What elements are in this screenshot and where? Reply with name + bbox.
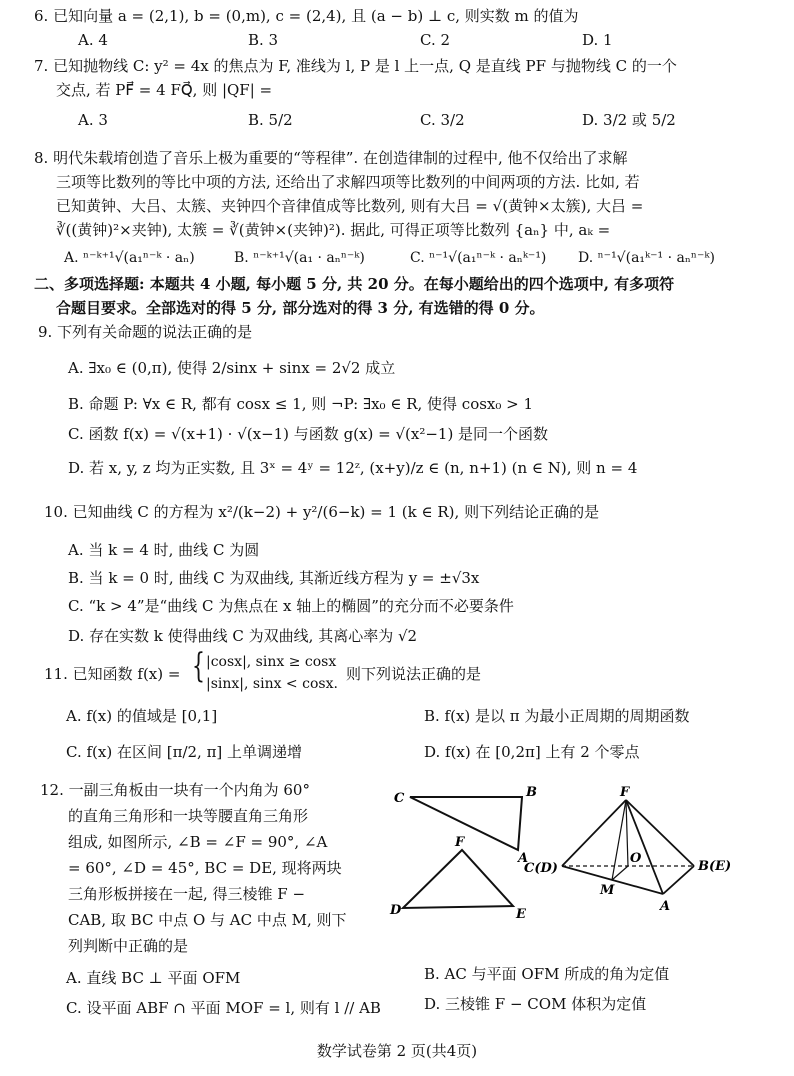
q7-option-b: B. 5/2 <box>248 111 293 129</box>
q9-stem: 9. 下列有关命题的说法正确的是 <box>38 323 253 341</box>
q12-line2: 的直角三角形和一块等腰直角三角形 <box>68 807 309 825</box>
q10-option-c: C. “k > 4”是“曲线 C 为焦点在 x 轴上的椭圆”的充分而不必要条件 <box>68 597 514 615</box>
label-a-3d: A <box>660 899 671 914</box>
q6-option-d: D. 1 <box>582 31 613 49</box>
q12-option-d: D. 三棱锥 F − COM 体积为定值 <box>424 995 647 1013</box>
q6-option-b: B. 3 <box>248 31 279 49</box>
label-e: E <box>516 907 526 922</box>
page-footer: 数学试卷第 2 页(共4页) <box>316 1042 478 1060</box>
q8-option-a: A. ⁿ⁻ᵏ⁺¹√(a₁ⁿ⁻ᵏ · aₙ) <box>64 250 195 266</box>
q12-line3: 组成, 如图所示, ∠B = ∠F = 90°, ∠A <box>68 833 328 851</box>
q9-option-a: A. ∃x₀ ∈ (0,π), 使得 2/sinx + sinx = 2√2 成立 <box>68 359 396 377</box>
q12-line5: 三角形板拼接在一起, 得三棱锥 F − <box>68 885 306 903</box>
label-be: B(E) <box>698 859 732 874</box>
q6-stem: 6. 已知向量 a = (2,1), b = (0,m), c = (2,4), 且 (a − b) ⊥ c, 则实数 m 的值为 <box>34 7 579 25</box>
q6-option-a: A. 4 <box>78 31 108 49</box>
q7-option-d: D. 3/2 或 5/2 <box>582 111 676 129</box>
q10-stem: 10. 已知曲线 C 的方程为 x²/(k−2) + y²/(6−k) = 1 (k ∈ R), 则下列结论正确的是 <box>44 503 600 521</box>
q7-stem-line2: 交点, 若 PF⃗ = 4 FQ⃗, 则 |QF| = <box>56 81 273 99</box>
label-b: B <box>526 785 537 800</box>
q7-option-a: A. 3 <box>78 111 108 129</box>
q10-option-a: A. 当 k = 4 时, 曲线 C 为圆 <box>68 541 260 559</box>
label-d: D <box>390 903 402 918</box>
q12-line6: CAB, 取 BC 中点 O 与 AC 中点 M, 则下 <box>68 911 347 929</box>
q6-option-c: C. 2 <box>420 31 451 49</box>
label-a: A <box>518 851 529 866</box>
q8-line2: 三项等比数列的等比中项的方法, 还给出了求解四项等比数列的中间两项的方法. 比如, 若 <box>56 173 640 191</box>
q7-option-c: C. 3/2 <box>420 111 465 129</box>
q11-stem-prefix: 11. 已知函数 f(x) = <box>44 665 181 683</box>
label-f: F <box>455 835 465 850</box>
q10-option-b: B. 当 k = 0 时, 曲线 C 为双曲线, 其渐近线方程为 y = ±√3x <box>68 569 480 587</box>
q8-line4: ∛((黄钟)²×夹钟), 太簇 = ∛(黄钟×(夹钟)²). 据此, 可得正项等比数列 {aₙ} 中, aₖ = <box>56 221 611 239</box>
q11-option-a: A. f(x) 的值域是 [0,1] <box>66 707 218 725</box>
q11-option-b: B. f(x) 是以 π 为最小正周期的周期函数 <box>424 707 690 725</box>
q9-option-d: D. 若 x, y, z 均为正实数, 且 3ˣ = 4ʸ = 12ᶻ, (x+y)/z ∈ (n, n+1) (n ∈ N), 则 n = 4 <box>68 459 638 477</box>
q10-option-d: D. 存在实数 k 使得曲线 C 为双曲线, 其离心率为 √2 <box>68 627 418 645</box>
q7-stem-line1: 7. 已知抛物线 C: y² = 4x 的焦点为 F, 准线为 l, P 是 l 上一点, Q 是直线 PF 与抛物线 C 的一个 <box>34 57 677 75</box>
q11-case2: |sinx|, sinx < cosx. <box>206 676 338 692</box>
q12-line7: 列判断中正确的是 <box>68 937 189 955</box>
q8-line3: 已知黄钟、大吕、太簇、夹钟四个音律值成等比数列, 则有大吕 = √(黄钟×太簇), 大吕 = <box>56 197 644 215</box>
label-cd: C(D) <box>524 861 558 876</box>
q11-option-c: C. f(x) 在区间 [π/2, π] 上单调递增 <box>66 743 303 761</box>
q12-option-c: C. 设平面 ABF ∩ 平面 MOF = l, 则有 l // AB <box>66 999 381 1017</box>
q12-line4: = 60°, ∠D = 45°, BC = DE, 现将两块 <box>68 859 342 877</box>
label-c: C <box>394 791 405 806</box>
q11-stem-suffix: 则下列说法正确的是 <box>346 665 482 683</box>
q11-option-d: D. f(x) 在 [0,2π] 上有 2 个零点 <box>424 743 640 761</box>
label-m: M <box>600 883 615 898</box>
q11-brace: { <box>192 646 205 686</box>
q8-option-b: B. ⁿ⁻ᵏ⁺¹√(a₁ · aₙⁿ⁻ᵏ) <box>234 250 365 266</box>
label-f-3d: F <box>620 785 630 800</box>
q12-option-a: A. 直线 BC ⊥ 平面 OFM <box>66 969 241 987</box>
label-o: O <box>630 851 642 866</box>
q11-case1: |cosx|, sinx ≥ cosx <box>206 654 337 670</box>
q8-option-c: C. ⁿ⁻¹√(a₁ⁿ⁻ᵏ · aₙᵏ⁻¹) <box>410 250 547 266</box>
q9-option-b: B. 命题 P: ∀x ∈ R, 都有 cosx ≤ 1, 则 ¬P: ∃x₀ ∈ R, 使得 cosx₀ > 1 <box>68 395 534 413</box>
q8-line1: 8. 明代朱载堉创造了音乐上极为重要的“等程律”. 在创造律制的过程中, 他不仅给出了求解 <box>34 149 628 167</box>
q12-option-b: B. AC 与平面 OFM 所成的角为定值 <box>424 965 670 983</box>
section2-heading-line2: 合题目要求。全部选对的得 5 分, 部分选对的得 3 分, 有选错的得 0 分。 <box>56 299 545 317</box>
q9-option-c: C. 函数 f(x) = √(x+1) · √(x−1) 与函数 g(x) = √(x²−1) 是同一个函数 <box>68 425 549 443</box>
section2-heading-line1: 二、多项选择题: 本题共 4 小题, 每小题 5 分, 共 20 分。在每小题给出的四个选项中, 有多项符 <box>34 275 675 293</box>
q12-line1: 12. 一副三角板由一块有一个内角为 60° <box>40 781 310 799</box>
q8-option-d: D. ⁿ⁻¹√(a₁ᵏ⁻¹ · aₙⁿ⁻ᵏ) <box>578 250 715 266</box>
